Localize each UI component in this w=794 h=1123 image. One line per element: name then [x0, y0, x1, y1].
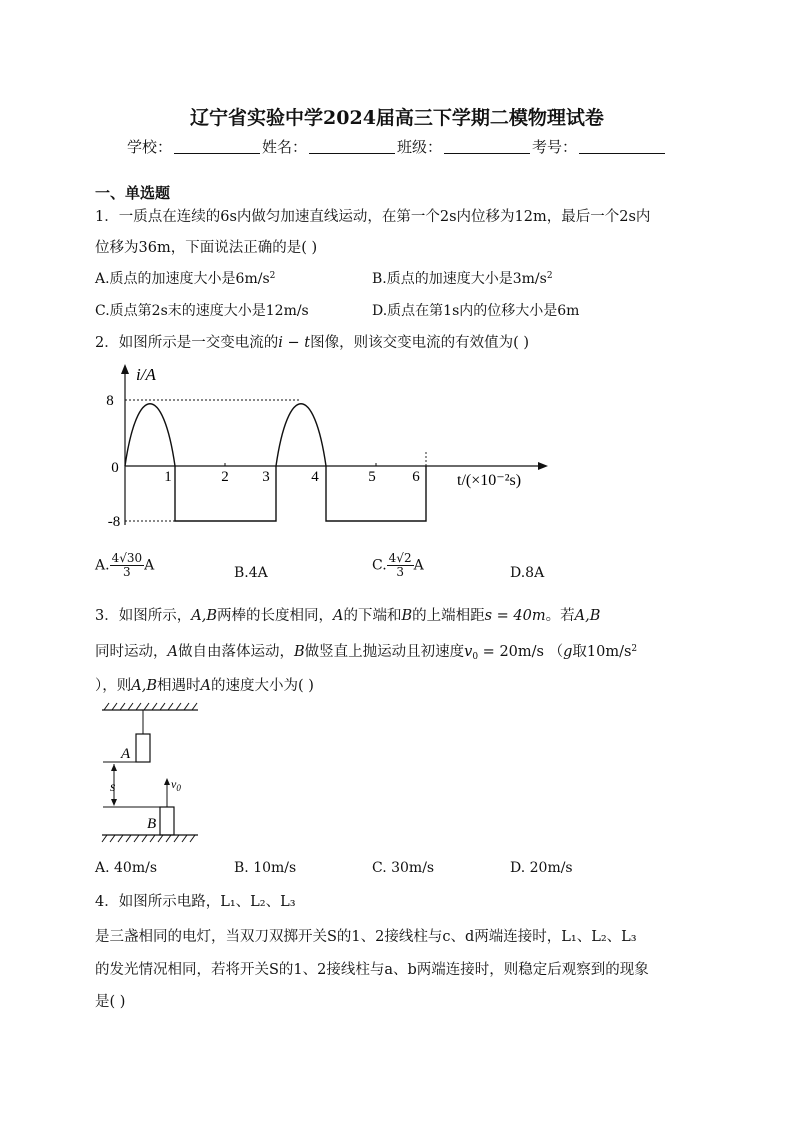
q3-t20: 取10m/s [572, 644, 632, 660]
negative-pulse-2 [326, 466, 426, 521]
s-arrow-up [111, 764, 117, 771]
ceiling-hatch [104, 703, 197, 710]
section-heading: 一、单选题 [95, 184, 171, 202]
q2-stem [95, 331, 529, 352]
q3-t4: A [332, 608, 344, 624]
q3-line1 [95, 604, 600, 625]
y-tick-8: 8 [106, 393, 114, 409]
q2-prefix: 2．如图所示是一交变电流的 [95, 335, 279, 351]
q3-t23: A,B [131, 678, 157, 694]
q1-option-d[interactable]: D.质点在第1s内的位移大小是6m [372, 303, 580, 319]
y-axis-arrow [121, 364, 129, 374]
q3-t13: 做自由落体运动， [177, 644, 294, 660]
q3-t26: 的速度大小为( ) [210, 678, 314, 694]
q3-t10: A,B [574, 608, 601, 624]
y-axis-label: i/A [136, 365, 156, 384]
x-axis-arrow [538, 462, 548, 470]
q2-option-d[interactable]: D.8A [510, 565, 545, 581]
q3-t1: 3．如图所示， [95, 608, 192, 624]
s-arrow-down [111, 799, 117, 806]
q3-t15: 做竖直上抛运动且初速度 [304, 644, 465, 660]
rods-figure [98, 700, 208, 850]
q2-option-a-num: 4√30 [111, 551, 143, 565]
q3-t22: ），则 [95, 678, 132, 694]
q2-option-a-unit: A [144, 557, 155, 574]
q4-t1: 4．如图所示电路， [95, 894, 221, 910]
q2-option-a-den: 3 [123, 565, 131, 579]
q3-t16: v [464, 644, 473, 660]
q3-t5: 的下端和 [343, 608, 402, 624]
rod-b-label: B [147, 816, 157, 832]
class-label: 班级： [397, 138, 443, 156]
student-info [0, 136, 794, 157]
q2-suffix: 图像，则该交变电流的有效值为( ) [310, 335, 529, 351]
q3-t7: 的上端相距 [412, 608, 485, 624]
q3-t17: 0 [472, 652, 479, 662]
q3-option-d[interactable]: D. 20m/s [510, 860, 573, 876]
q3-t2: A,B [191, 608, 217, 624]
q4-line2 [95, 925, 637, 946]
number-label: 考号： [532, 138, 578, 156]
rod-a-label: A [121, 746, 131, 762]
q2-option-c-den: 3 [396, 565, 404, 579]
q3-t9: 。若 [545, 608, 575, 624]
q2-option-b[interactable]: B.4A [234, 565, 268, 581]
q1-option-b-text: B.质点的加速度大小是3m/s [372, 271, 547, 287]
current-time-graph [100, 360, 560, 540]
q3-t18: = 20m/s （ [478, 644, 564, 660]
x-tick-2: 2 [221, 469, 229, 485]
q2-option-c-unit: A [413, 557, 424, 574]
q3-option-b[interactable]: B. 10m/s [234, 860, 297, 876]
q4-line1 [95, 890, 296, 911]
q1-option-a-text: A.质点的加速度大小是6m/s [95, 271, 270, 287]
q1-line2: 位移为36m，下面说法正确的是( ) [95, 240, 318, 256]
q1-option-a-sup: 2 [269, 271, 276, 281]
q4-line4: 是( ) [95, 994, 126, 1010]
velocity-label: $v_0$ [171, 777, 181, 793]
rod-a [136, 734, 150, 762]
q3-t6: B [401, 608, 413, 624]
q3-line2 [95, 640, 637, 662]
class-blank[interactable] [444, 139, 530, 154]
x-tick-6: 6 [412, 469, 420, 485]
origin-label: 0 [111, 460, 119, 476]
q1-option-b-sup: 2 [546, 271, 553, 281]
ground-hatch [102, 835, 195, 842]
q2-option-a[interactable] [95, 552, 154, 579]
x-tick-5: 5 [368, 469, 376, 485]
q1-option-a[interactable] [95, 268, 275, 288]
q2-option-c-num: 4√2 [388, 551, 412, 565]
velocity-arrowhead [164, 778, 170, 785]
positive-pulse-2 [276, 404, 326, 466]
number-blank[interactable] [579, 139, 665, 154]
q3-option-a[interactable]: A. 40m/s [95, 860, 158, 876]
school-blank[interactable] [174, 139, 260, 154]
q2-option-c[interactable] [372, 552, 424, 579]
q2-expr: i − t [278, 335, 311, 351]
page-title: 辽宁省实验中学2024届高三下学期二模物理试卷 [190, 107, 604, 129]
q2-option-c-fraction [387, 552, 414, 579]
q2-option-a-fraction [110, 552, 145, 579]
q1-option-c[interactable]: C.质点第2s末的速度大小是12m/s [95, 303, 309, 319]
q3-t11: 同时运动， [95, 644, 168, 660]
x-tick-4: 4 [311, 469, 319, 485]
q3-t19: g [563, 644, 573, 660]
q3-t24: 相遇时 [157, 678, 201, 694]
q3-t12: A [167, 644, 178, 660]
school-label: 学校： [126, 138, 172, 156]
q3-line3 [95, 674, 314, 695]
x-axis-label: t/(×10⁻²s) [457, 472, 522, 489]
q3-t8: s = 40m [484, 608, 546, 624]
x-tick-1: 1 [164, 469, 172, 485]
q2-option-c-label: C. [372, 557, 387, 574]
y-tick-minus8: -8 [107, 514, 121, 530]
q3-t14: B [293, 644, 305, 660]
name-label: 姓名： [261, 138, 307, 156]
x-tick-3: 3 [262, 469, 270, 485]
q1-line1: 1．一质点在连续的6s内做匀加速直线运动，在第一个2s内位移为12m，最后一个2s内 [95, 209, 651, 225]
q3-t25: A [200, 678, 211, 694]
q4-line3: 的发光情况相同，若将开关S的1、2接线柱与a、b两端连接时，则稳定后观察到的现象 [95, 962, 649, 978]
name-blank[interactable] [309, 139, 395, 154]
s-label: s [110, 780, 116, 795]
rod-b [160, 807, 174, 835]
positive-pulse-1 [125, 404, 175, 466]
q4-lamps2: L₁、L₂、L₃ [561, 929, 637, 945]
q2-option-a-label: A. [95, 557, 110, 574]
q3-t21: 2 [631, 644, 638, 654]
q3-option-c[interactable]: C. 30m/s [372, 860, 435, 876]
q3-t3: 两棒的长度相同， [216, 608, 333, 624]
q4-lamps: L₁、L₂、L₃ [220, 894, 296, 910]
q4-t2: 是三盏相同的电灯，当双刀双掷开关S的1、2接线柱与c、d两端连接时， [95, 929, 562, 945]
q1-option-b[interactable] [372, 268, 553, 288]
